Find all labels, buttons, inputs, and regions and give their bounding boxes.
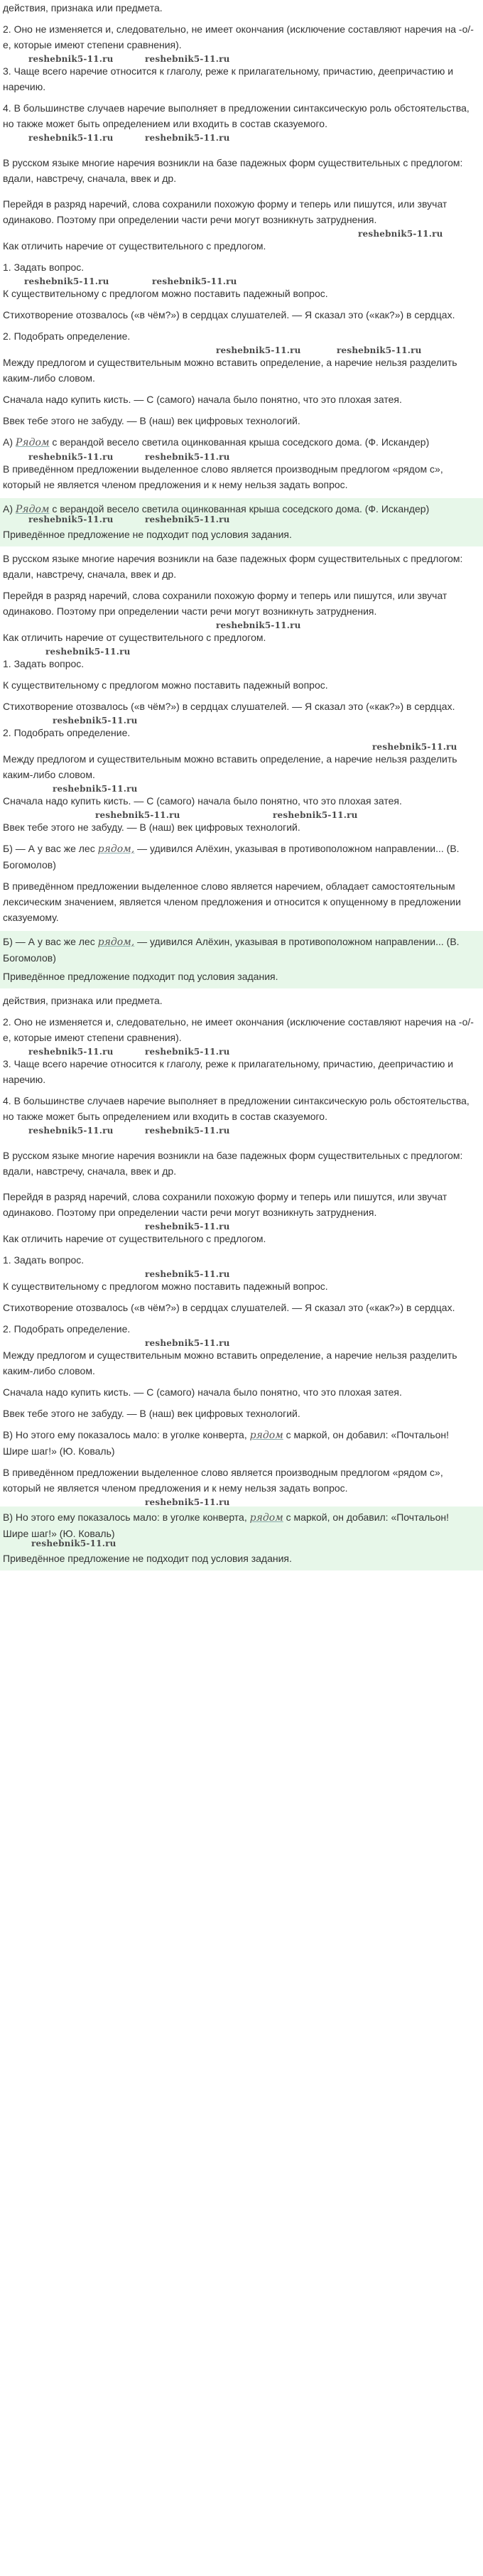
highlighted-word: рядом (249, 1512, 283, 1524)
item-a (3, 434, 474, 546)
answer-verdict: Приведённое предложение не подходит под условия задания. (3, 1553, 292, 1564)
item-analysis: В приведённом предложении выделенное слово является наречием, обладает самостоятельным лексическим значением, является членом предложения и относится к опущенному в предложении сказуемому. (3, 880, 461, 923)
watermark-row (3, 514, 474, 525)
watermark-row (3, 1047, 474, 1057)
watermark: reshebnik5-11.ru (372, 742, 457, 752)
watermark-row (3, 1126, 474, 1136)
theory-text: К существительному с предлогом можно поставить падежный вопрос. (3, 288, 328, 299)
theory-text: Перейдя в разряд наречий, слова сохранили похожую форму и теперь или пишутся, или звучат одинаково. Поэтому при определении части речи могут возникнуть затруднения. (3, 590, 447, 617)
theory-text: Ввек тебе этого не забуду. — В (наш) век цифровых технологий. (3, 821, 300, 833)
theory-text: Ввек тебе этого не забуду. — В (наш) век цифровых технологий. (3, 415, 300, 426)
answer-verdict: Приведённое предложение не подходит под условия задания. (3, 529, 292, 540)
answer-sentence: А) Рядом с верандой весело светила оцинкованная крыша соседского дома. (Ф. Искандер) (3, 503, 430, 515)
theory-text: В русском языке многие наречия возникли на базе падежных форм существительных с предлогом: вдали, навстречу, сначала, ввек и др. (3, 1150, 463, 1177)
theory-text: 2. Оно не изменяется и, следовательно, не имеет окончания (исключение составляют наречия на -о/-е, которые имеют степени сравнения). (3, 1016, 474, 1043)
watermark: reshebnik5-11.ru (145, 452, 230, 462)
theory-text: В русском языке многие наречия возникли на базе падежных форм существительных с предлогом: вдали, навстречу, сначала, ввек и др. (3, 157, 463, 184)
watermark: reshebnik5-11.ru (145, 133, 230, 143)
item-c (3, 1427, 474, 1570)
watermark: reshebnik5-11.ru (145, 1269, 230, 1279)
theory-block-1 (3, 0, 474, 429)
watermark: reshebnik5-11.ru (95, 810, 180, 820)
theory-text: 2. Подобрать определение. (3, 1323, 131, 1335)
theory-text: 3. Чаще всего наречие относится к глаголу, реже к прилагательному, причастию, деепричастию и наречию. (3, 1058, 454, 1085)
watermark-row (3, 229, 474, 239)
answer-box-c (0, 1507, 483, 1570)
watermark: reshebnik5-11.ru (273, 810, 358, 820)
watermark: reshebnik5-11.ru (45, 647, 131, 657)
theory-text: Стихотворение отозвалось («в чём?») в сердцах слушателей. — Я сказал это («как?») в сердцах. (3, 701, 455, 712)
watermark-row (3, 54, 474, 65)
watermark-row (3, 1338, 474, 1349)
theory-text: действия, признака или предмета. (3, 2, 163, 14)
theory-text: Перейдя в разряд наречий, слова сохранили похожую форму и теперь или пишутся, или звучат одинаково. Поэтому при определении части речи могут возникнуть затруднения. (3, 198, 447, 225)
theory-text: Между предлогом и существительным можно вставить определение, а наречие нельзя разделить каким-либо словом. (3, 357, 457, 384)
watermark-row (3, 276, 474, 287)
watermark: reshebnik5-11.ru (53, 716, 138, 726)
theory-text: К существительному с предлогом можно поставить падежный вопрос. (3, 679, 328, 691)
item-analysis: В приведённом предложении выделенное слово является производным предлогом «рядом с», который не является членом предложения и к нему нельзя задать вопрос. (3, 463, 443, 490)
highlighted-word: рядом (249, 1430, 283, 1441)
theory-text: К существительному с предлогом можно поставить падежный вопрос. (3, 1281, 328, 1292)
theory-text: 2. Оно не изменяется и, следовательно, не имеет окончания (исключение составляют наречия на -о/-е, которые имеют степени сравнения). (3, 23, 474, 50)
watermark: reshebnik5-11.ru (31, 1538, 116, 1548)
item-analysis: В приведённом предложении выделенное слово является производным предлогом «рядом с», который не является членом предложения и к нему нельзя задать вопрос. (3, 1467, 443, 1494)
watermark-row (3, 810, 474, 821)
theory-block-3 (3, 993, 474, 1421)
answer-verdict: Приведённое предложение подходит под условия задания. (3, 971, 278, 982)
watermark: reshebnik5-11.ru (145, 1222, 230, 1232)
answer-sentence: В) Но этого ему показалось мало: в уголке конверта, рядом с маркой, он добавил: «Почтальон! Шире шаг!» (Ю. Коваль) (3, 1511, 449, 1539)
theory-text: Как отличить наречие от существительного с предлогом. (3, 632, 266, 643)
watermark: reshebnik5-11.ru (28, 133, 114, 143)
watermark: reshebnik5-11.ru (145, 514, 230, 524)
watermark-row (3, 742, 474, 753)
watermark-row (3, 1497, 474, 1508)
theory-text: 1. Задать вопрос. (3, 658, 85, 669)
watermark: reshebnik5-11.ru (358, 229, 443, 239)
theory-text: Сначала надо купить кисть. — С (самого) начала было понятно, что это плохая затея. (3, 795, 402, 807)
watermark-row (3, 1222, 474, 1232)
theory-text: 1. Задать вопрос. (3, 262, 85, 273)
theory-text: 4. В большинстве случаев наречие выполняет в предложении синтаксическую роль обстоятельства, но также может быть определением или входить в состав сказуемого. (3, 1095, 470, 1122)
watermark-row (3, 345, 474, 356)
item-b (3, 841, 474, 988)
watermark: reshebnik5-11.ru (28, 54, 114, 64)
theory-text: 1. Задать вопрос. (3, 1254, 85, 1266)
watermark: reshebnik5-11.ru (216, 620, 301, 630)
watermark: reshebnik5-11.ru (337, 345, 422, 355)
highlighted-word: рядом, (97, 937, 135, 948)
theory-text: Стихотворение отозвалось («в чём?») в сердцах слушателей. — Я сказал это («как?») в сердцах. (3, 309, 455, 320)
watermark-row (3, 133, 474, 144)
theory-text: Ввек тебе этого не забуду. — В (наш) век цифровых технологий. (3, 1408, 300, 1419)
theory-text: Как отличить наречие от существительного с предлогом. (3, 240, 266, 252)
watermark: reshebnik5-11.ru (145, 1338, 230, 1348)
watermark: reshebnik5-11.ru (145, 1497, 230, 1507)
watermark: reshebnik5-11.ru (53, 784, 138, 794)
theory-block-2 (3, 551, 474, 835)
watermark-row (3, 647, 474, 657)
watermark-row (3, 452, 474, 463)
theory-text: 2. Подобрать определение. (3, 727, 131, 738)
theory-text: действия, признака или предмета. (3, 995, 163, 1006)
watermark-row (3, 716, 474, 726)
theory-text: Сначала надо купить кисть. — С (самого) начала было понятно, что это плохая затея. (3, 394, 402, 405)
watermark-row (3, 1269, 474, 1280)
highlighted-word: рядом, (97, 844, 135, 855)
theory-text: 2. Подобрать определение. (3, 330, 131, 342)
theory-text: Между предлогом и существительным можно вставить определение, а наречие нельзя разделить каким-либо словом. (3, 753, 457, 780)
theory-text: Как отличить наречие от существительного с предлогом. (3, 1233, 266, 1244)
watermark: reshebnik5-11.ru (24, 276, 109, 286)
watermark-row (3, 620, 474, 631)
theory-text: В русском языке многие наречия возникли на базе падежных форм существительных с предлогом: вдали, навстречу, сначала, ввек и др. (3, 553, 463, 580)
theory-text: Между предлогом и существительным можно вставить определение, а наречие нельзя разделить каким-либо словом. (3, 1349, 457, 1376)
watermark: reshebnik5-11.ru (145, 54, 230, 64)
item-sentence: А) Рядом с верандой весело светила оцинкованная крыша соседского дома. (Ф. Искандер) (3, 436, 430, 448)
watermark: reshebnik5-11.ru (145, 1047, 230, 1057)
answer-box-a (0, 498, 483, 546)
watermark: reshebnik5-11.ru (28, 1126, 114, 1136)
highlighted-word: Рядом (15, 437, 50, 448)
watermark-row (3, 784, 474, 794)
watermark: reshebnik5-11.ru (28, 514, 114, 524)
highlighted-word: Рядом (15, 504, 50, 515)
theory-text: Стихотворение отозвалось («в чём?») в сердцах слушателей. — Я сказал это («как?») в сердцах. (3, 1302, 455, 1313)
theory-text: 4. В большинстве случаев наречие выполняет в предложении синтаксическую роль обстоятельства, но также может быть определением или входить в состав сказуемого. (3, 102, 470, 129)
theory-text: Перейдя в разряд наречий, слова сохранили похожую форму и теперь или пишутся, или звучат одинаково. Поэтому при определении части речи могут возникнуть затруднения. (3, 1191, 447, 1218)
theory-text: Сначала надо купить кисть. — С (самого) начала было понятно, что это плохая затея. (3, 1386, 402, 1398)
theory-text: 3. Чаще всего наречие относится к глаголу, реже к прилагательному, причастию, деепричастию и наречию. (3, 65, 454, 92)
answer-box-b (0, 931, 483, 988)
watermark: reshebnik5-11.ru (28, 452, 114, 462)
item-sentence: В) Но этого ему показалось мало: в уголке конверта, рядом с маркой, он добавил: «Почтальон! Шире шаг!» (Ю. Коваль) (3, 1429, 449, 1457)
watermark: reshebnik5-11.ru (145, 1126, 230, 1136)
watermark-row (3, 1538, 474, 1549)
watermark: reshebnik5-11.ru (216, 345, 301, 355)
answer-sentence: Б) — А у вас же лес рядом, — удивился Алёхин, указывая в противоположном направлении... (В. Богомолов) (3, 936, 460, 964)
watermark: reshebnik5-11.ru (152, 276, 237, 286)
watermark: reshebnik5-11.ru (28, 1047, 114, 1057)
item-sentence: Б) — А у вас же лес рядом, — удивился Алёхин, указывая в противоположном направлении... (В. Богомолов) (3, 843, 460, 871)
